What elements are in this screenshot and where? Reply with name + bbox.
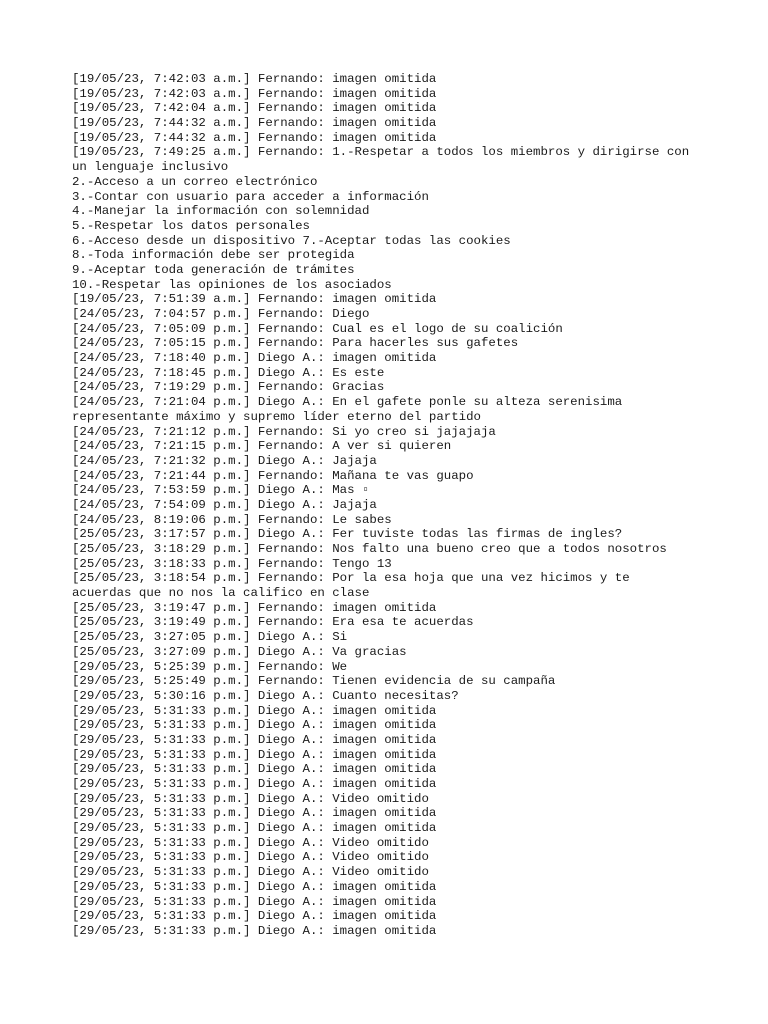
transcript-line: [29/05/23, 5:31:33 p.m.] Diego A.: imagen omitida <box>72 718 437 733</box>
transcript-line: [25/05/23, 3:19:49 p.m.] Fernando: Era esa te acuerdas <box>72 615 474 630</box>
transcript-line: [29/05/23, 5:25:49 p.m.] Fernando: Tienen evidencia de su campaña <box>72 674 556 689</box>
transcript-line: [29/05/23, 5:30:16 p.m.] Diego A.: Cuanto necesitas? <box>72 688 459 703</box>
transcript-line: [29/05/23, 5:31:33 p.m.] Diego A.: imagen omitida <box>72 777 437 791</box>
transcript-line: [24/05/23, 7:18:45 p.m.] Diego A.: Es este <box>72 365 385 380</box>
transcript-line: [24/05/23, 7:19:29 p.m.] Fernando: Gracias <box>72 380 385 395</box>
transcript-line: [19/05/23, 7:44:32 a.m.] Fernando: imagen omitida <box>72 130 437 145</box>
transcript-line: [24/05/23, 7:05:09 p.m.] Fernando: Cual es el logo de su coalición <box>72 321 563 336</box>
transcript-line: [29/05/23, 5:31:33 p.m.] Diego A.: imagen omitida <box>72 894 437 909</box>
transcript-line: [29/05/23, 5:31:33 p.m.] Diego A.: imagen omitida <box>72 762 437 777</box>
transcript-line: [24/05/23, 8:19:06 p.m.] Fernando: Le sabes <box>72 512 392 527</box>
transcript-line: acuerdas que no nos la califico en clase <box>72 586 370 601</box>
transcript-line: [29/05/23, 5:25:39 p.m.] Fernando: We <box>72 659 348 674</box>
transcript-line: 4.-Manejar la información con solemnidad <box>72 204 370 219</box>
transcript-line: 3.-Contar con usuario para acceder a información <box>72 189 429 204</box>
transcript-line: [25/05/23, 3:18:33 p.m.] Fernando: Tengo 13 <box>72 556 392 571</box>
transcript-line: [19/05/23, 7:42:03 a.m.] Fernando: imagen omitida <box>72 86 437 101</box>
transcript-line: 8.-Toda información debe ser protegida <box>72 248 355 263</box>
transcript-line: [24/05/23, 7:21:04 p.m.] Diego A.: En el gafete ponle su alteza serenisima <box>72 395 623 410</box>
chat-transcript <box>72 72 702 939</box>
transcript-line: [24/05/23, 7:21:12 p.m.] Fernando: Si yo creo si jajajaja <box>72 424 496 439</box>
transcript-line: 9.-Aceptar toda generación de trámites <box>72 262 355 277</box>
transcript-line: 10.-Respetar las opiniones de los asociados <box>72 277 392 292</box>
transcript-line: [19/05/23, 7:51:39 a.m.] Fernando: imagen omitida <box>72 292 437 307</box>
transcript-line: [25/05/23, 3:18:54 p.m.] Fernando: Por la esa hoja que una vez hicimos y te <box>72 571 630 586</box>
transcript-line: 6.-Acceso desde un dispositivo 7.-Aceptar todas las cookies <box>72 233 511 248</box>
transcript-line: [29/05/23, 5:31:33 p.m.] Diego A.: Video omitido <box>72 865 429 880</box>
transcript-line: [24/05/23, 7:04:57 p.m.] Fernando: Diego <box>72 307 370 321</box>
transcript-line: [25/05/23, 3:19:47 p.m.] Fernando: imagen omitida <box>72 600 437 615</box>
transcript-line: [25/05/23, 3:18:29 p.m.] Fernando: Nos falto una bueno creo que a todos nosotros <box>72 542 667 556</box>
transcript-line: [29/05/23, 5:31:33 p.m.] Diego A.: imagen omitida <box>72 909 437 924</box>
transcript-line: [29/05/23, 5:31:33 p.m.] Diego A.: Video omitido <box>72 791 429 806</box>
transcript-line: [29/05/23, 5:31:33 p.m.] Diego A.: imagen omitida <box>72 703 437 718</box>
transcript-line: [29/05/23, 5:31:33 p.m.] Diego A.: imagen omitida <box>72 923 437 938</box>
transcript-line: [29/05/23, 5:31:33 p.m.] Diego A.: imagen omitida <box>72 732 437 747</box>
transcript-line: [24/05/23, 7:53:59 p.m.] Diego A.: Mas ▫ <box>72 483 370 498</box>
transcript-line: [25/05/23, 3:27:09 p.m.] Diego A.: Va gracias <box>72 644 407 659</box>
transcript-line: [29/05/23, 5:31:33 p.m.] Diego A.: imagen omitida <box>72 806 437 821</box>
transcript-line: [24/05/23, 7:21:15 p.m.] Fernando: A ver si quieren <box>72 439 452 454</box>
transcript-line: [24/05/23, 7:18:40 p.m.] Diego A.: imagen omitida <box>72 351 437 366</box>
transcript-line: [24/05/23, 7:21:44 p.m.] Fernando: Mañana te vas guapo <box>72 468 474 483</box>
transcript-line: [25/05/23, 3:27:05 p.m.] Diego A.: Si <box>72 630 348 645</box>
transcript-line: representante máximo y supremo líder eterno del partido <box>72 409 481 424</box>
transcript-line: [29/05/23, 5:31:33 p.m.] Diego A.: imagen omitida <box>72 747 437 762</box>
transcript-line: [19/05/23, 7:42:03 a.m.] Fernando: imagen omitida <box>72 72 437 86</box>
transcript-line: [24/05/23, 7:05:15 p.m.] Fernando: Para hacerles sus gafetes <box>72 336 519 351</box>
transcript-line: [29/05/23, 5:31:33 p.m.] Diego A.: imagen omitida <box>72 879 437 894</box>
transcript-line: [25/05/23, 3:17:57 p.m.] Diego A.: Fer tuviste todas las firmas de ingles? <box>72 527 623 542</box>
transcript-line: [19/05/23, 7:44:32 a.m.] Fernando: imagen omitida <box>72 116 437 131</box>
transcript-line: [24/05/23, 7:54:09 p.m.] Diego A.: Jajaja <box>72 497 377 512</box>
transcript-line: 2.-Acceso a un correo electrónico <box>72 174 318 189</box>
transcript-line: [29/05/23, 5:31:33 p.m.] Diego A.: Video omitido <box>72 850 429 865</box>
transcript-line: [19/05/23, 7:42:04 a.m.] Fernando: imagen omitida <box>72 101 437 116</box>
transcript-line: un lenguaje inclusivo <box>72 160 229 175</box>
transcript-line: [24/05/23, 7:21:32 p.m.] Diego A.: Jajaja <box>72 453 377 468</box>
transcript-line: 5.-Respetar los datos personales <box>72 218 310 233</box>
transcript-line: [19/05/23, 7:49:25 a.m.] Fernando: 1.-Respetar a todos los miembros y dirigirse con <box>72 145 690 160</box>
transcript-line: [29/05/23, 5:31:33 p.m.] Diego A.: imagen omitida <box>72 821 437 836</box>
transcript-line: [29/05/23, 5:31:33 p.m.] Diego A.: Video omitido <box>72 835 429 850</box>
